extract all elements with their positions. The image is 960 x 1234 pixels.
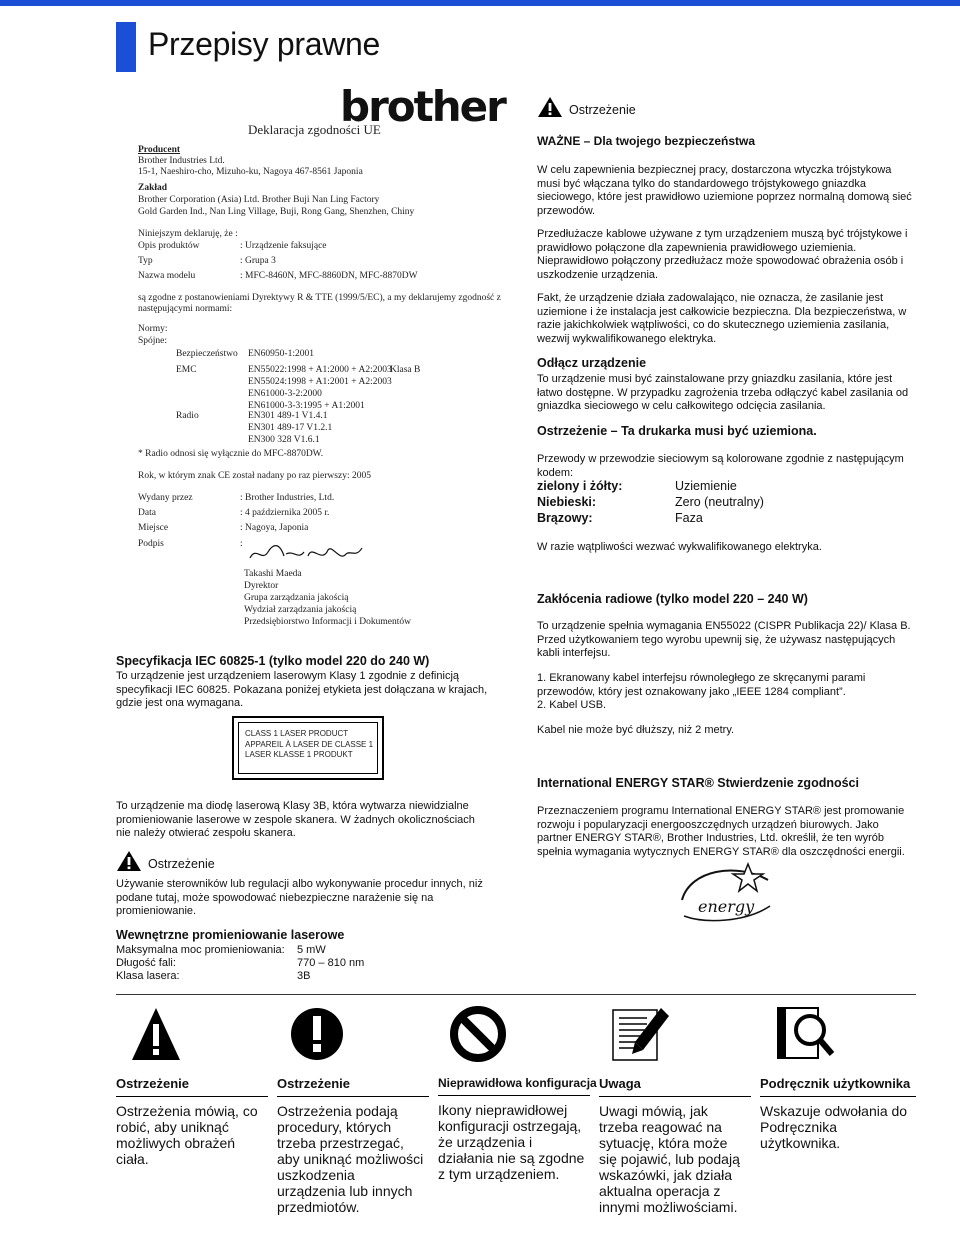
iec-text: To urządzenie jest urządzeniem laserowym Klasy 1 zgodnie z definicją specyfikacji IEC 60825. Pokazana poniżej etykieta jest dołączana w krajach, gdzie jest ona wymagana. <box>116 670 488 709</box>
legend-title-5: Podręcznik użytkownika <box>760 1076 916 1097</box>
safety-value: EN60950-1:2001 <box>248 349 314 359</box>
legend-divider <box>116 994 916 995</box>
producer-label: Producent <box>138 145 181 155</box>
issued-label-2: Data <box>138 508 156 518</box>
signer-line-2: Dyrektor <box>244 581 279 591</box>
ce-year: Rok, w którym znak CE został nadany po raz pierwszy: 2005 <box>138 471 371 481</box>
wire-color-3: Brązowy: <box>537 511 593 525</box>
right-warning-title: Ostrzeżenie <box>569 103 636 117</box>
emc-value-3: EN61000-3-2:2000 <box>248 389 322 399</box>
radio-list-item-2: 2. Kabel USB. <box>537 699 607 711</box>
internal-label-2: Długość fali: <box>116 957 176 969</box>
emc-label: EMC <box>176 365 197 375</box>
radio-value-2: EN301 489-17 V1.2.1 <box>248 423 333 433</box>
emc-value-2: EN55024:1998 + A1:2001 + A2:2003 <box>248 377 392 387</box>
internal-heading: Wewnętrzne promieniowanie laserowe <box>116 928 345 942</box>
legend-text-1: Ostrzeżenia mówią, co robić, aby uniknąć możliwych obrażeń ciała. <box>116 1103 258 1167</box>
internal-label-1: Maksymalna moc promieniowania: <box>116 944 285 956</box>
disconnect-text: To urządzenie musi być zainstalowane przy gniazdku zasilania, które jest łatwo dostępne. W przypadku zagrożenia trzeba odłączyć kabel zasilania od gniazdka sieciowego w celu całkowitego odcięcia zasilania. <box>537 373 909 412</box>
legend-text-2: Ostrzeżenia podają procedury, których trzeba przestrzegać, aby uniknąć możliwości uszkodzenia urządzenia lub innych przedmiotów. <box>277 1103 424 1215</box>
radio-value-3: EN300 328 V1.6.1 <box>248 435 320 445</box>
laser-label-line-3: LASER KLASSE 1 PRODUKT <box>245 750 353 759</box>
legend-item-users-guide <box>760 1000 916 1151</box>
emc-value-1: EN55022:1998 + A1:2000 + A2:2003 <box>248 365 392 375</box>
title-accent-block <box>116 22 136 72</box>
important-heading: WAŻNE – Dla twojego bezpieczeństwa <box>537 134 756 148</box>
energy-star-logo <box>676 860 776 926</box>
legend-text-5: Wskazuje odwołania do Podręcznika użytkownika. <box>760 1103 908 1151</box>
issued-value-3: : Nagoya, Japonia <box>240 523 309 533</box>
page-title: Przepisy prawne <box>148 26 381 62</box>
conformity-line-2: następującymi normami: <box>138 304 233 314</box>
iec-warning-title: Ostrzeżenie <box>148 857 215 871</box>
wire-color-2: Niebieski: <box>537 495 597 509</box>
radio-value-1: EN301 489-1 V1.4.1 <box>248 411 328 421</box>
diode-text: To urządzenie ma diodę laserową Klasy 3B, która wytwarza niewidzialne promieniowanie laserowe w zespole skanera. W żadnych okolicznościach nie należy otwierać zespołu skanera. <box>116 800 475 839</box>
harmonized-label: Spójne: <box>138 336 168 346</box>
legend-title-4: Uwaga <box>599 1076 751 1097</box>
right-warning-heading <box>537 96 636 118</box>
plant-line-2: Gold Garden Ind., Nan Ling Village, Buji, Rong Gang, Shenzhen, Chiny <box>138 207 415 217</box>
producer-line-1: Brother Industries Ltd. <box>138 156 225 166</box>
radio-label: Radio <box>176 411 199 421</box>
signer-line-3: Grupa zarządzania jakością <box>244 593 349 603</box>
legend-title-2: Ostrzeżenie <box>277 1076 429 1097</box>
earth-text: Przewody w przewodzie sieciowym są kolorowane zgodnie z następującym kodem: <box>537 453 904 479</box>
safety-paragraph-2: Przedłużacze kablowe używane z tym urządzeniem muszą być trójstykowe i prawidłowo połączone dla zapewnienia prawidłowego uziemienia. Nieprawidłowo połączony przedłużacz może spowodować obrażenia osób i uszkodzenie urządzenia. <box>537 228 908 281</box>
note-pencil-icon <box>599 1000 751 1068</box>
issued-value-1: : Brother Industries, Ltd. <box>240 493 335 503</box>
iec-heading: Specyfikacja IEC 60825-1 (tylko model 220 do 240 W) <box>116 654 430 668</box>
laser-label-line-2: APPAREIL À LASER DE CLASSE 1 <box>245 739 374 749</box>
declaration-heading: Deklaracja zgodności UE <box>248 122 381 137</box>
legend-item-note <box>599 1000 751 1215</box>
legend-item-improper-setup <box>438 1000 597 1182</box>
signer-line-4: Wydział zarządzania jakością <box>244 605 357 615</box>
field-label-3: Nazwa modelu <box>138 271 196 281</box>
norms-label: Normy: <box>138 324 168 334</box>
emc-class: Klasa B <box>390 365 421 375</box>
legend-title-3: Nieprawidłowa konfiguracja <box>438 1076 590 1096</box>
safety-paragraph-3: Fakt, że urządzenie działa zadowalająco, nie oznacza, że zasilanie jest uziemione i że instalacja jest całkowicie bezpieczna. Dla bezpieczeństwa, w razie jakichkolwiek wątpliwości, co do skutecznego uziemienia zasilania, wezwij wykwalifikowanego elektryka. <box>537 292 907 345</box>
warning-triangle-icon <box>116 1000 268 1068</box>
plant-label: Zakład <box>138 183 168 193</box>
doubt-text: W razie wątpliwości wezwać wykwalifikowanego elektryka. <box>537 541 822 553</box>
field-label-2: Typ <box>138 256 153 266</box>
internal-value-1: 5 mW <box>297 944 326 956</box>
conformity-line-1: są zgodne z postanowieniami Dyrektywy R & TTE (1999/5/EC), a my deklarujemy zgodność z <box>138 293 501 303</box>
issued-value-4: : <box>240 539 243 549</box>
emc-value-4: EN61000-3-3:1995 + A1:2001 <box>248 401 365 411</box>
warning-triangle-icon <box>537 96 563 118</box>
issued-label-1: Wydany przez <box>138 493 193 503</box>
disconnect-heading: Odłącz urządzenie <box>537 356 647 370</box>
energy-logo-text: energy <box>698 897 755 916</box>
wire-meaning-3: Faza <box>675 511 703 525</box>
radio-text: To urządzenie spełnia wymagania EN55022 (CISPR Publikacja 22)/ Klasa B. Przed użytkowaniem tego wyrobu upewnij się, że używasz następujących kabli interfejsu. <box>537 620 911 659</box>
internal-value-3: 3B <box>297 970 311 982</box>
issued-label-3: Miejsce <box>138 523 169 533</box>
energy-text: Przeznaczeniem programu International ENERGY STAR® jest promowanie rozwoju i popularyzacji energooszczędnych urządzeń biurowych. Jako partner ENERGY STAR®, Brother Industries, Ltd. określił, że ten wyrób spełnia wymagania wytycznych ENERGY STAR® dla oszczędności energii. <box>537 805 905 858</box>
radio-heading: Zakłócenia radiowe (tylko model 220 – 240 W) <box>537 592 808 606</box>
legend-item-warning <box>116 1000 268 1167</box>
field-value-2: : Grupa 3 <box>240 256 276 266</box>
field-value-3: : MFC-8460N, MFC-8860DN, MFC-8870DW <box>240 271 418 281</box>
laser-label <box>232 716 384 780</box>
iec-warning-text: Używanie sterowników lub regulacji albo wykonywanie procedur innych, niż podane tutaj, może spowodować niebezpieczne narażenie się na promieniowanie. <box>116 878 483 917</box>
magnifier-book-icon <box>760 1000 916 1068</box>
declare-line: Niniejszym deklaruję, że : <box>138 229 238 239</box>
field-value-1: : Urządzenie faksujące <box>240 241 327 251</box>
legend-item-caution <box>277 1000 429 1215</box>
laser-label-inner <box>238 722 378 774</box>
warning-triangle-icon <box>116 850 142 872</box>
energy-heading: International ENERGY STAR® Stwierdzenie zgodności <box>537 776 859 790</box>
signer-line-5: Przedsiębiorstwo Informacji i Dokumentów <box>244 617 412 627</box>
field-label-1: Opis produktów <box>138 241 200 251</box>
internal-label-3: Klasa lasera: <box>116 970 180 982</box>
laser-label-line-1: CLASS 1 LASER PRODUCT <box>245 729 349 738</box>
legend-title-1: Ostrzeżenie <box>116 1076 268 1097</box>
signer-line-1: Takashi Maeda <box>244 569 302 579</box>
exclamation-circle-icon <box>277 1000 429 1068</box>
producer-line-2: 15-1, Naeshiro-cho, Mizuho-ku, Nagoya 467-8561 Japonia <box>138 167 363 177</box>
safety-paragraph-1: W celu zapewnienia bezpiecznej pracy, dostarczona wtyczka trójstykowa musi być włączana tylko do standardowego trójstykowego gniazdka sieciowego, które jest prawidłowo uziemione poprzez normalną domową sieć przewodów. <box>537 164 912 217</box>
plant-line-1: Brother Corporation (Asia) Ltd. Brother Buji Nan Ling Factory <box>138 195 380 205</box>
brand-logo: brother <box>340 82 505 131</box>
earth-heading: Ostrzeżenie – Ta drukarka musi być uziemiona. <box>537 424 817 438</box>
radio-note: * Radio odnosi się wyłącznie do MFC-8870DW. <box>138 449 324 459</box>
wire-meaning-1: Uziemienie <box>675 479 737 493</box>
internal-value-2: 770 – 810 nm <box>297 957 365 969</box>
issued-value-2: : 4 października 2005 r. <box>240 508 330 518</box>
issued-label-4: Podpis <box>138 539 164 549</box>
top-accent-bar <box>0 0 960 6</box>
safety-label: Bezpieczeństwo <box>176 349 238 359</box>
radio-list-item-1: 1. Ekranowany kabel interfejsu równoległego ze skręcanymi parami przewodów, który jest oznakowany jako „IEEE 1284 compliant”. <box>537 672 866 698</box>
cable-text: Kabel nie może być dłuższy, niż 2 metry. <box>537 724 735 736</box>
legend-text-4: Uwagi mówią, jak trzeba reagować na sytuację, która może się pojawić, lub podają wskazówki, jak działa aktualna operacja z innymi możliwościami. <box>599 1103 740 1215</box>
legend-text-3: Ikony nieprawidłowej konfiguracji ostrzegają, że urządzenia i działania nie są zgodne z tym urządzeniem. <box>438 1102 585 1182</box>
wire-color-1: zielony i żółty: <box>537 479 623 493</box>
prohibited-icon <box>438 1000 590 1068</box>
wire-meaning-2: Zero (neutralny) <box>675 495 764 509</box>
iec-warning-heading <box>116 850 215 872</box>
signature-image <box>246 540 366 566</box>
